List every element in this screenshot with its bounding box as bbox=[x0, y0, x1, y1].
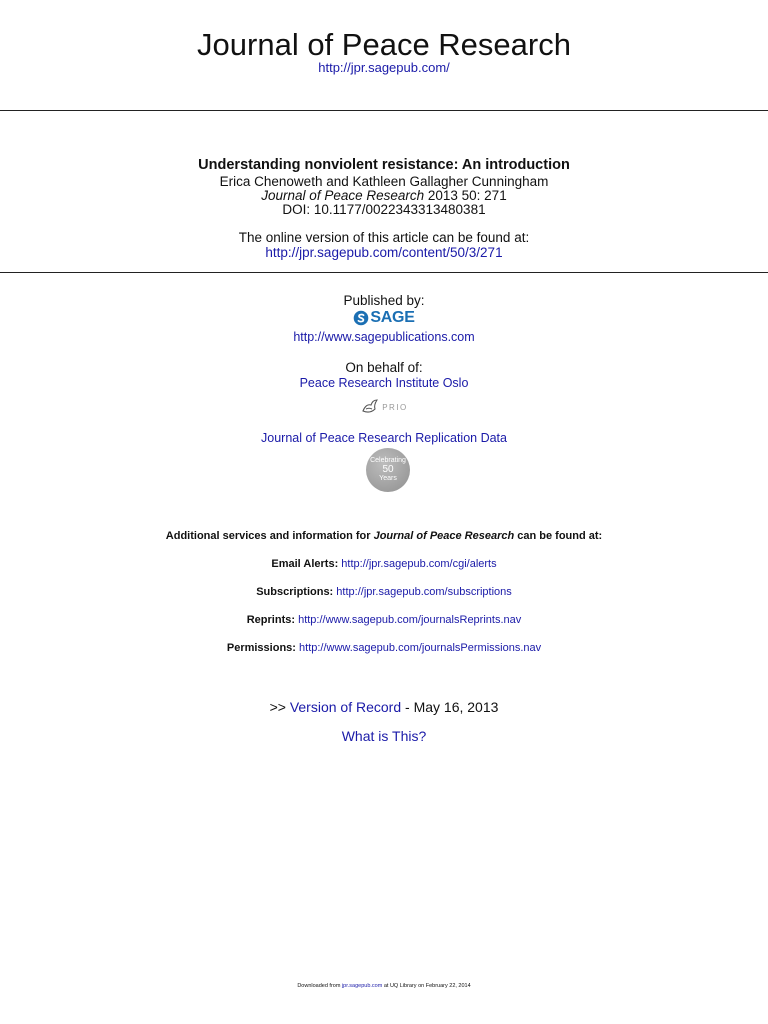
badge-line3: Years bbox=[379, 475, 397, 482]
services-heading-prefix: Additional services and information for bbox=[165, 530, 374, 542]
version-of-record-link[interactable]: Version of Record bbox=[289, 699, 402, 715]
version-date: - May 16, 2013 bbox=[401, 699, 499, 715]
footer-site-link[interactable]: jpr.sagepub.com bbox=[341, 983, 383, 989]
top-divider bbox=[0, 110, 768, 111]
online-version-container bbox=[0, 245, 768, 260]
service-row-reprints bbox=[0, 614, 768, 626]
prio-logo-text: PRIO bbox=[382, 402, 408, 412]
service-label: Subscriptions: bbox=[256, 586, 334, 598]
sage-logo bbox=[0, 309, 768, 331]
middle-divider bbox=[0, 272, 768, 273]
citation-journal: Journal of Peace Research bbox=[261, 188, 425, 203]
institute-container bbox=[0, 376, 768, 390]
footer-suffix: at UQ Library on February 22, 2014 bbox=[382, 983, 471, 989]
subscriptions-link[interactable]: http://jpr.sagepub.com/subscriptions bbox=[336, 586, 512, 598]
what-is-this-link[interactable]: What is This? bbox=[341, 728, 427, 744]
services-heading-suffix: can be found at: bbox=[514, 530, 603, 542]
badge-line2: 50 bbox=[382, 464, 394, 475]
service-label: Permissions: bbox=[226, 642, 296, 654]
services-heading bbox=[0, 530, 768, 542]
reprints-link[interactable]: http://www.sagepub.com/journalsReprints.nav bbox=[298, 614, 522, 626]
footer-prefix: Downloaded from bbox=[297, 983, 342, 989]
journal-title: Journal of Peace Research bbox=[197, 27, 571, 62]
published-by-label: Published by: bbox=[343, 293, 425, 308]
service-label: Email Alerts: bbox=[271, 558, 339, 570]
download-footer bbox=[0, 983, 768, 989]
citation-volume: 2013 50: 271 bbox=[424, 188, 507, 203]
institute-link[interactable]: Peace Research Institute Oslo bbox=[299, 376, 469, 390]
article-citation bbox=[0, 188, 768, 203]
replication-data-link[interactable]: Journal of Peace Research Replication Data bbox=[261, 431, 507, 445]
version-prefix: >> bbox=[269, 699, 290, 715]
dove-icon bbox=[360, 397, 380, 417]
publisher-url-link[interactable]: http://www.sagepublications.com bbox=[293, 330, 475, 344]
permissions-link[interactable]: http://www.sagepub.com/journalsPermissions.nav bbox=[299, 642, 542, 654]
on-behalf-label: On behalf of: bbox=[345, 360, 423, 375]
badge-line1: Celebrating bbox=[370, 457, 406, 464]
service-label: Reprints: bbox=[246, 614, 296, 626]
sage-s-icon bbox=[353, 310, 369, 326]
journal-url-container bbox=[0, 60, 768, 75]
prio-logo bbox=[0, 397, 768, 422]
article-doi: DOI: 10.1177/0022343313480381 bbox=[282, 202, 486, 217]
article-title: Understanding nonviolent resistance: An introduction bbox=[198, 157, 570, 173]
celebrating-50-years-badge bbox=[366, 448, 410, 492]
online-version-label: The online version of this article can be found at: bbox=[238, 230, 530, 245]
service-row-email-alerts bbox=[0, 558, 768, 570]
article-authors: Erica Chenoweth and Kathleen Gallagher Cunningham bbox=[219, 174, 549, 189]
version-of-record-line bbox=[0, 699, 768, 715]
replication-container bbox=[0, 431, 768, 445]
services-heading-journal: Journal of Peace Research bbox=[373, 530, 515, 542]
sage-logo-text: SAGE bbox=[370, 309, 415, 326]
journal-url-link[interactable]: http://jpr.sagepub.com/ bbox=[318, 60, 450, 75]
service-row-permissions bbox=[0, 642, 768, 654]
email-alerts-link[interactable]: http://jpr.sagepub.com/cgi/alerts bbox=[341, 558, 497, 570]
service-row-subscriptions bbox=[0, 586, 768, 598]
publisher-url-container bbox=[0, 330, 768, 344]
online-version-link[interactable]: http://jpr.sagepub.com/content/50/3/271 bbox=[265, 245, 503, 260]
what-is-this-container bbox=[0, 728, 768, 744]
